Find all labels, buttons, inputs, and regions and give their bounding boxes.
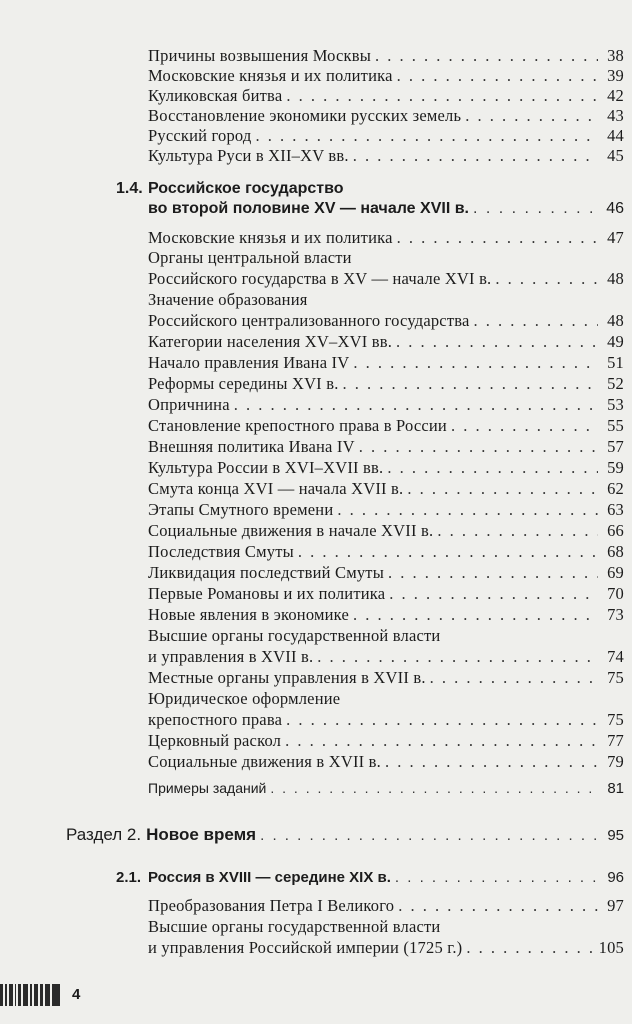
toc-item-page: 53 (607, 395, 624, 414)
toc-item-title: Преобразования Петра I Великого (148, 896, 395, 915)
toc-examples-page: 81 (607, 780, 624, 797)
toc-item-page: 68 (607, 542, 624, 561)
toc-item-title: крепостного права (148, 710, 283, 729)
toc-item (148, 353, 624, 373)
toc-item (148, 938, 624, 958)
toc-item-title: Юридическое оформление (148, 689, 341, 708)
toc-item (148, 731, 624, 751)
toc-item-title: Внешняя политика Ивана IV (148, 437, 355, 456)
toc-item-title: Ликвидация последствий Смуты (148, 563, 385, 582)
toc-item-page: 51 (607, 353, 624, 372)
toc-item-title: Социальные движения в XVII в. (148, 752, 381, 771)
toc-item (148, 126, 624, 146)
toc-item-title: Этапы Смутного времени (148, 500, 334, 519)
toc-item-title: и управления Российской империи (1725 г.) (148, 938, 463, 957)
toc-item-page: 38 (607, 46, 624, 65)
toc-item (148, 917, 624, 937)
toc-item (148, 437, 624, 457)
toc-item (148, 479, 624, 499)
section-number: 2.1. (116, 869, 142, 886)
toc-item-title: Русский город (148, 126, 252, 145)
toc-item (148, 752, 624, 772)
toc-item (148, 647, 624, 667)
toc-item-title: и управления в XVII в. (148, 647, 314, 666)
toc-item-page: 77 (607, 731, 624, 750)
section-title-row (148, 200, 624, 218)
toc-item-page: 42 (607, 86, 624, 105)
toc-item-page: 57 (607, 437, 624, 456)
toc-item-page: 59 (607, 458, 624, 477)
toc-item-page: 52 (607, 374, 624, 393)
toc-item-title: Начало правления Ивана IV (148, 353, 350, 372)
toc-item-title: Социальные движения в начале XVII в. (148, 521, 434, 540)
toc-item-page: 69 (607, 563, 624, 582)
part-name: Новое время (146, 825, 257, 844)
toc-item (148, 605, 624, 625)
toc-item (148, 500, 624, 520)
toc-item (148, 332, 624, 352)
toc-item (148, 416, 624, 436)
toc-item (148, 668, 624, 688)
section-page: 96 (607, 869, 624, 886)
toc-item-title: Реформы середины XVI в. (148, 374, 339, 393)
toc-item (148, 626, 624, 646)
toc-item-title: Церковный раскол (148, 731, 282, 750)
toc-item-title: Смута конца XVI — начала XVII в. (148, 479, 404, 498)
toc-item-title: Московские князья и их политика (148, 228, 393, 247)
toc-part (66, 825, 624, 845)
toc-item (148, 290, 624, 310)
toc-item-title: Первые Романовы и их политика (148, 584, 386, 603)
toc-item-page: 44 (607, 126, 624, 145)
toc-item-page: 79 (607, 752, 624, 771)
toc-item-page: 62 (607, 479, 624, 498)
toc-item-page: 39 (607, 66, 624, 85)
toc-item (148, 86, 624, 106)
part-label: Раздел 2. (66, 825, 142, 844)
toc-item-title: Органы центральной власти (148, 248, 352, 267)
toc-item-title: Культура России в XVI–XVII вв. (148, 458, 384, 477)
toc-item-title: Культура Руси в XII–XV вв. (148, 146, 349, 165)
toc-item-title: Опричнина (148, 395, 230, 414)
toc-item-page: 49 (607, 332, 624, 351)
section-page: 46 (606, 200, 624, 217)
toc-item (148, 269, 624, 289)
toc-item-title: Российского государства в XV — начале XVI в. (148, 269, 492, 288)
toc-item (148, 311, 624, 331)
section-number: 1.4. (116, 180, 143, 197)
toc-item-title: Куликовская битва (148, 86, 283, 105)
toc-item (148, 46, 624, 66)
toc-item (148, 710, 624, 730)
toc-item-page: 45 (607, 146, 624, 165)
toc-item-title: Становление крепостного права в России (148, 416, 447, 435)
toc-item-title: Высшие органы государственной власти (148, 917, 441, 936)
toc-item (148, 374, 624, 394)
toc-item-page: 66 (607, 521, 624, 540)
toc-item-title: Российского централизованного государства (148, 311, 470, 330)
toc-item (148, 896, 624, 916)
toc-item-page: 105 (598, 938, 624, 957)
toc-item-page: 48 (607, 269, 624, 288)
toc-item-title: Московские князья и их политика (148, 66, 393, 85)
toc-examples-title: Примеры заданий (148, 780, 267, 796)
toc-item-title: Местные органы управления в XVII в. (148, 668, 426, 687)
section-title: Россия в XVIII — середине XIX в. (148, 869, 391, 886)
toc-item-page: 63 (607, 500, 624, 519)
toc-item-title: Высшие органы государственной власти (148, 626, 441, 645)
toc-item-title: Значение образования (148, 290, 308, 309)
toc-item (148, 248, 624, 268)
toc-examples (148, 780, 624, 797)
toc-item (148, 563, 624, 583)
toc-item (148, 395, 624, 415)
toc-item (148, 228, 624, 248)
toc-item-page: 70 (607, 584, 624, 603)
toc-item (148, 106, 624, 126)
toc-item (148, 542, 624, 562)
toc-item-title: Восстановление экономики русских земель (148, 106, 462, 125)
toc-item (148, 66, 624, 86)
toc-item (148, 689, 624, 709)
section-title-line1: Российское государство (148, 180, 344, 197)
toc-item-page: 97 (607, 896, 624, 915)
toc-item (148, 146, 624, 166)
toc-item-page: 74 (607, 647, 624, 666)
toc-item-title: Новые явления в экономике (148, 605, 349, 624)
part-page: 95 (607, 827, 624, 844)
toc-item-title: Последствия Смуты (148, 542, 294, 561)
section-title-line2: во второй половине XV — начале XVII в. (148, 200, 469, 217)
footer-barcode-decoration (0, 984, 62, 1006)
toc-item-title: Категории населения XV–XVI вв. (148, 332, 393, 351)
toc-item (148, 521, 624, 541)
toc-item-title: Причины возвышения Москвы (148, 46, 372, 65)
toc-item-page: 43 (607, 106, 624, 125)
toc-item (148, 458, 624, 478)
page-number: 4 (72, 986, 81, 1003)
toc-item (148, 584, 624, 604)
toc-item-page: 73 (607, 605, 624, 624)
section-title-row (148, 869, 624, 886)
toc-item-page: 48 (607, 311, 624, 330)
toc-item-page: 75 (607, 668, 624, 687)
toc-item-page: 55 (607, 416, 624, 435)
toc-item-page: 47 (607, 228, 624, 247)
toc-item-page: 75 (607, 710, 624, 729)
